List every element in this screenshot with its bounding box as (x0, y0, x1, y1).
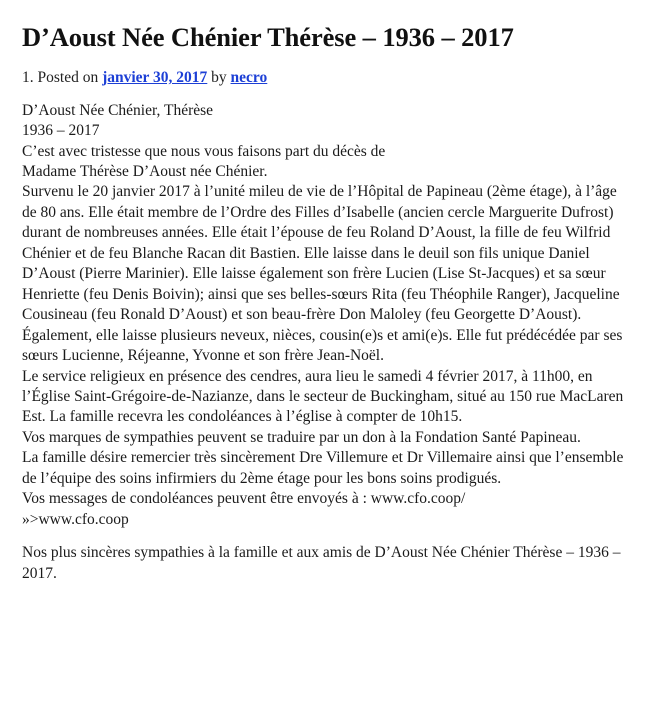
post-meta (22, 68, 634, 88)
body-paragraph: D’Aoust Née Chénier, Thérèse (22, 101, 214, 119)
body-paragraph: C’est avec tristesse que nous vous faisons part du décès de (22, 142, 386, 160)
by-label: by (211, 69, 227, 87)
paragraph-spacer (22, 530, 634, 543)
obituary-body (22, 101, 634, 584)
body-paragraph: Vos marques de sympathies peuvent se traduire par un don à la Fondation Santé Papineau. (22, 428, 581, 446)
body-paragraph: Vos messages de condoléances peuvent être envoyés à : www.cfo.coop/ (22, 490, 466, 508)
body-paragraph: Survenu le 20 janvier 2017 à l’unité mileu de vie de l’Hôpital de Papineau (2ème étage), à l’âge de 80 ans. Elle était membre de l’Ordre des Filles d’Isabelle (ancien cercle Marguerite Dufrost) durant de nombreuses années. Elle était l’épouse de feu Roland D’Aoust, la fille de feu Wilfrid Chénier et de feu Blanche Racan dit Bastien. Elle laisse dans le deuil son fils unique Daniel D’Aoust (Pierre Marinier). Elle laisse également son frère Lucien (Lise St-Jacques) et sa sœur Henriette (feu Denis Boivin); ainsi que ses belles-sœurs Rita (feu Théophile Ranger), Jacqueline Cousineau (feu Ronald D’Aoust) et son beau-frère Don Maloley (feu Georgette D’Aoust). Également, elle laisse plusieurs neveux, nièces, cousin(e)s et ami(e)s. Elle fut prédécédée par ses sœurs Lucienne, Réjeanne, Yvonne et son frère Jean-Noël. (22, 183, 623, 365)
body-paragraph: 1936 – 2017 (22, 122, 100, 140)
body-paragraph: La famille désire remercier très sincèrement Dre Villemure et Dr Villemaire ainsi que l’ensemble de l’équipe des soins infirmiers du 2ème étage pour les bons soins prodigués. (22, 449, 624, 487)
body-paragraph: Nos plus sincères sympathies à la famille et aux amis de D’Aoust Née Chénier Thérèse – 1936 – 2017. (22, 544, 621, 582)
post-author-link[interactable]: necro (230, 69, 268, 87)
posted-on-label: Posted on (37, 69, 99, 87)
body-paragraph: Le service religieux en présence des cendres, aura lieu le samedi 4 février 2017, à 11h00, en l’Église Saint-Grégoire-de-Nazianze, dans le secteur de Buckingham, situé au 150 rue MacLaren Est. La famille recevra les condoléances à l’église à compter de 10h15. (22, 367, 624, 426)
post-date-link[interactable]: janvier 30, 2017 (102, 69, 208, 87)
page-title: D’Aoust Née Chénier Thérèse – 1936 – 2017 (22, 22, 514, 52)
post-index: 1. (22, 69, 34, 87)
body-paragraph: »>www.cfo.coop (22, 510, 129, 528)
body-paragraph: Madame Thérèse D’Aoust née Chénier. (22, 162, 268, 180)
